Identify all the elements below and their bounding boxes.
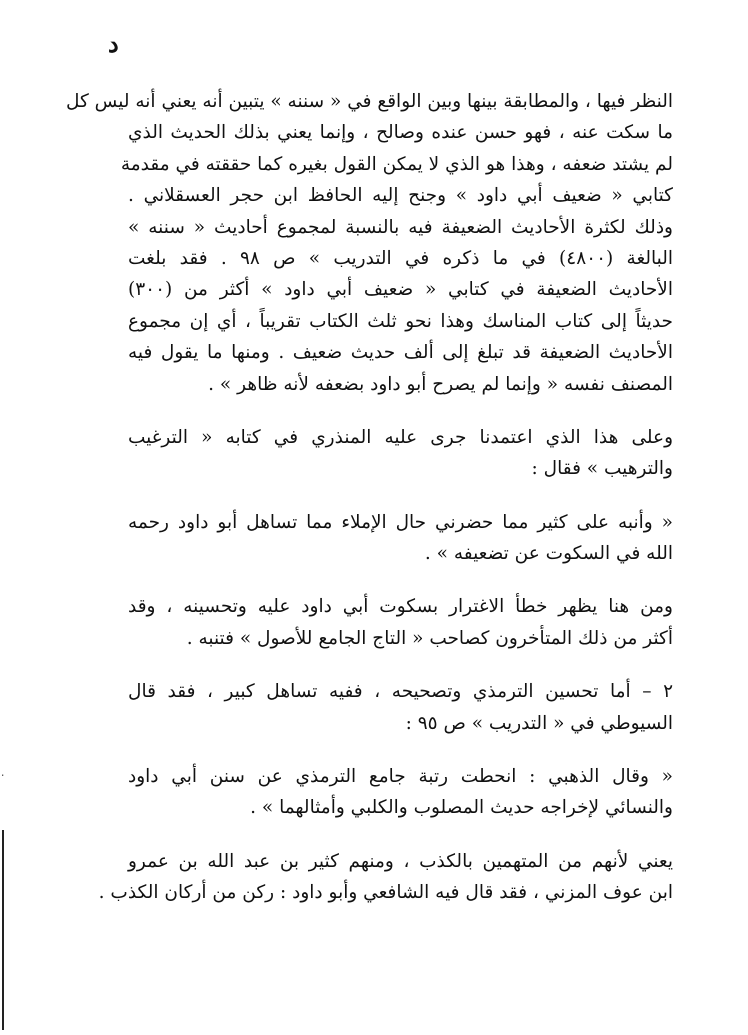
paragraph-6 bbox=[128, 761, 673, 824]
paragraph-2 bbox=[128, 422, 673, 485]
paragraph-1 bbox=[65, 86, 673, 400]
text-line: والنسائي لإخراجه حديث المصلوب والكلبي وأمثالهما » . bbox=[250, 797, 673, 819]
text-line: ما سكت عنه ، فهو حسن عنده وصالح ، وإنما يعني بذلك الحديث الذي bbox=[128, 122, 673, 144]
text-line: المصنف نفسه « وإنما لم يصرح أبو داود بضعفه لأنه ظاهر » . bbox=[208, 373, 673, 395]
text-line: ومن هنا يظهر خطأ الاغترار بسكوت أبي داود عليه وتحسينه ، وقد bbox=[128, 596, 673, 618]
text-line: البالغة (٤٨٠٠) في ما ذكره في التدريب » ص ٩٨ . فقد بلغت bbox=[128, 247, 673, 269]
page-edge-line bbox=[2, 830, 4, 1030]
text-line: أكثر من ذلك المتأخرون كصاحب « التاج الجامع للأصول » فتنبه . bbox=[186, 627, 673, 649]
text-line: الأحاديث الضعيفة في كتابي « ضعيف أبي داود » أكثر من (٣٠٠) bbox=[128, 279, 673, 301]
margin-mark: ٠ bbox=[0, 770, 6, 781]
text-line: يعني لأنهم من المتهمين بالكذب ، ومنهم كثير بن عبد الله بن عمرو bbox=[128, 850, 673, 872]
text-line: السيوطي في « التدريب » ص ٩٥ : bbox=[405, 712, 673, 734]
text-line: « وأنبه على كثير مما حضرني حال الإملاء مما تساهل أبو داود رحمه bbox=[128, 511, 673, 533]
paragraph-7 bbox=[98, 846, 673, 909]
text-line: النظر فيها ، والمطابقة بينها وبين الواقع في « سننه » يتبين أنه يعني أنه ليس كل bbox=[65, 91, 673, 112]
text-line: لم يشتد ضعفه ، وهذا هو الذي لا يمكن القول بغيره كما حققته في مقدمة bbox=[120, 153, 673, 175]
text-line: وعلى هذا الذي اعتمدنا جرى عليه المنذري في كتابه « الترغيب bbox=[128, 426, 673, 448]
text-line: الأحاديث الضعيفة قد تبلغ إلى ألف حديث ضعيف . ومنها ما يقول فيه bbox=[128, 342, 673, 364]
text-line: وذلك لكثرة الأحاديث الضعيفة فيه بالنسبة لمجموع أحاديث « سننه » bbox=[128, 216, 673, 238]
page-body bbox=[65, 86, 673, 921]
text-line: والترهيب » فقال : bbox=[531, 458, 673, 480]
text-line: ٢ – أما تحسين الترمذي وتصحيحه ، ففيه تساهل كبير ، فقد قال bbox=[128, 681, 673, 703]
paragraph-5 bbox=[128, 676, 673, 739]
paragraph-4 bbox=[128, 591, 673, 654]
text-line: « وقال الذهبي : انحطت رتبة جامع الترمذي عن سنن أبي داود bbox=[128, 766, 673, 788]
page-marker: د bbox=[108, 29, 119, 58]
paragraph-3 bbox=[128, 507, 673, 570]
text-line: حديثاً إلى كتاب المناسك وهذا نحو ثلث الكتاب تقريباً ، أي إن مجموع bbox=[128, 310, 673, 332]
text-line: ابن عوف المزني ، فقد قال فيه الشافعي وأبو داود : ركن من أركان الكذب . bbox=[98, 882, 673, 904]
text-line: الله في السكوت عن تضعيفه » . bbox=[424, 543, 673, 565]
text-line: كتابي « ضعيف أبي داود » وجنح إليه الحافظ ابن حجر العسقلاني . bbox=[128, 185, 673, 207]
